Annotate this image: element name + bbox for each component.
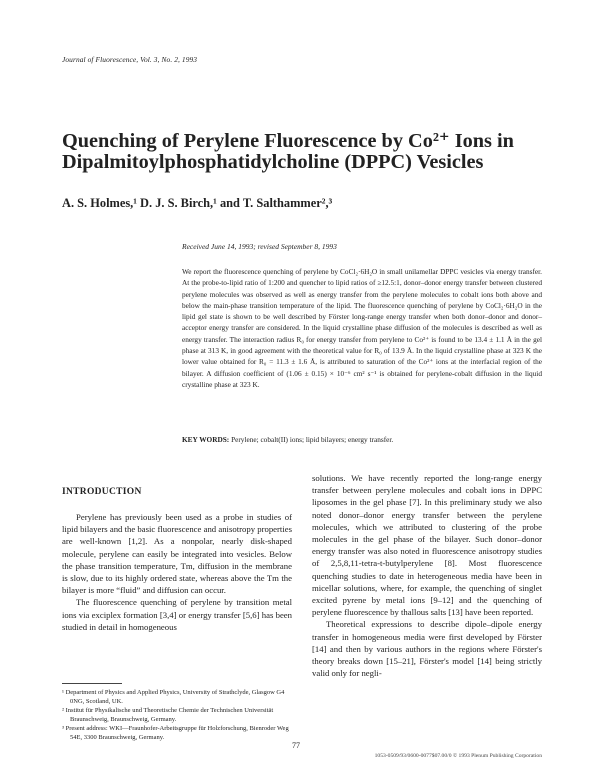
left-column xyxy=(62,472,292,633)
footnote: ² Institut für Physikalische und Theoretische Chemie der Technischen Universität Braunschweig, Braunschweig, Germany. xyxy=(62,707,274,724)
paper-title: Quenching of Perylene Fluorescence by Co²⁺ Ions in Dipalmitoylphosphatidylcholine (DPPC) Vesicles xyxy=(62,130,514,173)
keywords xyxy=(182,435,542,444)
page-number: 77 xyxy=(292,741,300,750)
journal-citation: Journal of Fluorescence, Vol. 3, No. 2, 1993 xyxy=(62,55,198,64)
footnotes xyxy=(62,688,292,743)
right-column xyxy=(312,472,542,679)
intro-paragraph: solutions. We have recently reported the long-range energy transfer between perylene molecules and cobalt ions in DPPC liposomes in the gel phase [7]. In this preliminary study we also noted donor–donor energy transfer between the perylene molecules, which we attributed to clustering of the probe molecules in the gel phase of the bilayer. Such donor–donor energy transfer was also noted in fluorescence anisotropy studies of 2,5,8,11-tetra-t-butylperylene [8]. Most fluorescence quenching studies to date in heterogeneous media have been in micellar solutions, where, for example, the quenching of singlet excited pyrene by metal ions [9–12] and the quenching of perylene fluorescence by thallous salts [13] have been reported. xyxy=(312,473,542,618)
section-heading-introduction: INTRODUCTION xyxy=(62,487,142,497)
copyright-line: 1053-0509/93/0600-0077$07.00/0 © 1993 Plenum Publishing Corporation xyxy=(374,753,542,759)
intro-paragraph: Theoretical expressions to describe dipole–dipole energy transfer in homogeneous media were first developed by Förster [14] and then by various authors in the regions where Förster's theory breaks down [15–21], Förster's model [14] being strictly valid only for negli- xyxy=(312,619,542,679)
keywords-text: Perylene; cobalt(II) ions; lipid bilayers; energy transfer. xyxy=(231,435,394,444)
received-dates: Received June 14, 1993; revised September 8, 1993 xyxy=(182,242,337,251)
keywords-label: KEY WORDS: xyxy=(182,435,230,444)
footnote: ¹ Department of Physics and Applied Physics, University of Strathclyde, Glasgow G4 0NG, Scotland, UK. xyxy=(62,689,285,706)
abstract: We report the fluorescence quenching of perylene by CoCl₂·6H₂O in small unilamellar DPPC vesicles via energy transfer. At the probe-to-lipid ratio of 1:200 and quencher to lipid ratios of ≥12.5:1, donor–donor energy transfer between clustered perylene molecules was observed as well as energy transfer from the perylene molecules to cobalt ions both above and below the main-phase transition temperature of the lipid. The fluorescence quenching of perylene by CoCl₂·6H₂O in the lipid gel state is shown to be well described by Förster long-range energy transfer when both donor–donor and donor–acceptor energy transfer are considered. In the liquid crystalline phase diffusion of the molecules is described as well as energy transfer. The interaction radius R₀ for energy transfer from perylene to Co²⁺ is found to be 13.4 ± 1.1 Å in the gel phase at 313 K, in good agreement with the theoretical value for R₀ of 13.9 Å. In the liquid crystalline phase at 323 K the lower value obtained for R₀ = 11.3 ± 1.6 Å, is attributed to saturation of the Co²⁺ ions at the interfacial region of the bilayer. A diffusion coefficient of (1.06 ± 0.15) × 10⁻⁶ cm² s⁻¹ is obtained for perylene-cobalt diffusion in the liquid crystalline phase at 323 K. xyxy=(182,267,542,389)
footnote-divider xyxy=(62,683,122,684)
intro-paragraph: Perylene has previously been used as a probe in studies of lipid bilayers and the basic fluorescence and anisotropy properties are well-known [1,2]. As a nonpolar, nearly disk-shaped molecule, perylene can easily be integrated into vesicles. Below the phase transition temperature, Tm, diffusion in the membrane is slow, due to its highly ordered state, whereas above the Tm the bilayer is more “fluid” and diffusion can occur. xyxy=(62,512,292,596)
footnote: ³ Present address: WKI—Fraunhofer-Arbeitsgruppe für Holzforschung, Bienroder Weg 54E, 3300 Braunschweig, Germany. xyxy=(62,725,289,742)
author-list: A. S. Holmes,¹ D. J. S. Birch,¹ and T. Salthammer²,³ xyxy=(62,196,333,210)
intro-paragraph: The fluorescence quenching of perylene by transition metal ions via exciplex formation [3,4] or energy transfer [5,6] has been studied in detail in homogeneous xyxy=(62,597,292,632)
